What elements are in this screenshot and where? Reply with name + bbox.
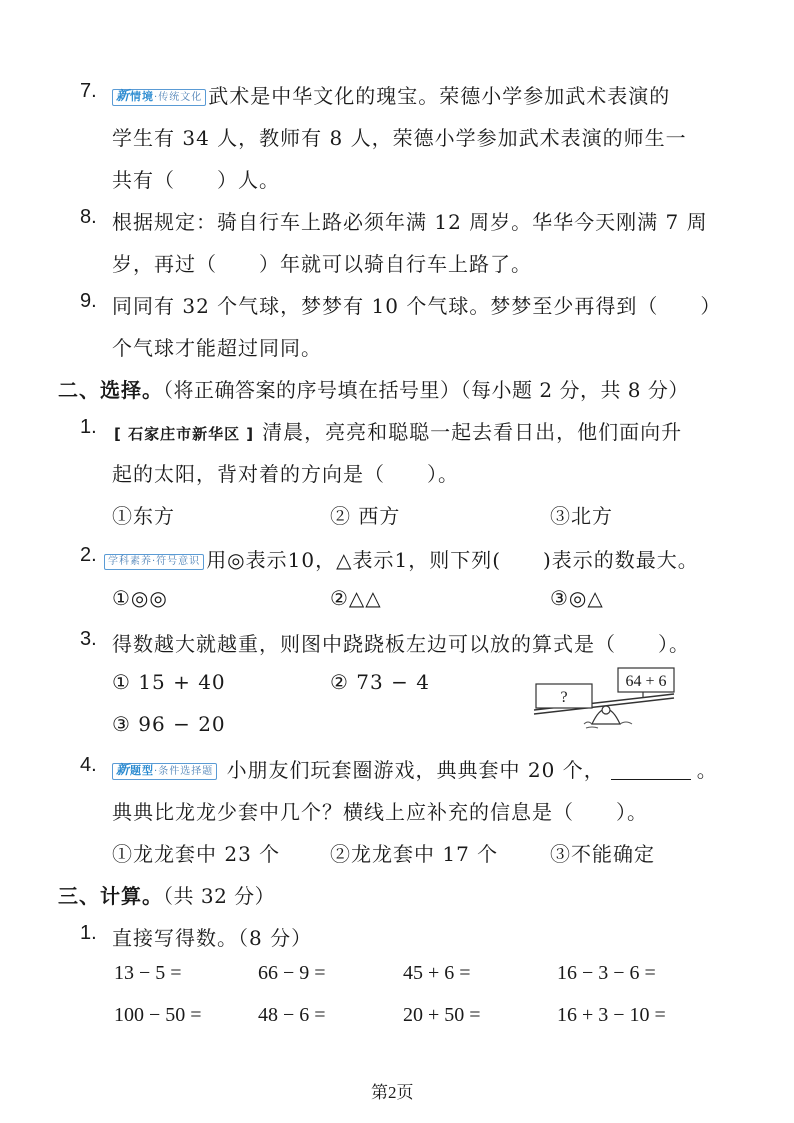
- choice-1-option-1: ①东方: [112, 504, 175, 528]
- section-heading-calc: 三、计算。（共 32 分）: [58, 884, 276, 908]
- question-number: 8.: [80, 206, 97, 228]
- section-heading-choice: 二、选择。（将正确答案的序号填在括号里）（每小题 2 分，共 8 分）: [58, 378, 689, 402]
- question-8-line-1: 根据规定：骑自行车上路必须年满 12 周岁。华华今天刚满 7 周: [112, 210, 708, 234]
- question-7-line-2: 学生有 34 人，教师有 8 人，荣德小学参加武术表演的师生一: [112, 126, 687, 150]
- question-7-line-1: 新情境·传统文化 武术是中华文化的瑰宝。荣德小学参加武术表演的: [112, 80, 670, 109]
- calc-item: 20 + 50 =: [403, 1004, 481, 1026]
- choice-2-option-2: ②△△: [330, 586, 382, 610]
- calc-item: 13 − 5 =: [114, 962, 182, 984]
- choice-1-option-2: ② 西方: [330, 504, 401, 528]
- question-number: 9.: [80, 290, 97, 312]
- choice-3-option-2: ② 73 − 4: [330, 670, 430, 694]
- choice-2-option-3: ③◎△: [550, 586, 604, 610]
- seesaw-right-label: 64 + 6: [625, 673, 667, 690]
- choice-4-option-2: ②龙龙套中 17 个: [330, 842, 499, 866]
- choice-4-line-2: 典典比龙龙少套中几个？横线上应补充的信息是（ ）。: [112, 800, 648, 824]
- context-tag: 新情境·传统文化: [112, 89, 206, 106]
- question-number: 3.: [80, 628, 97, 650]
- calc-subtitle: 直接写得数。（8 分）: [112, 926, 313, 950]
- region-tag: [ 石家庄市新华区 ]: [114, 425, 255, 443]
- question-number: 1.: [80, 416, 97, 438]
- answer-blank-line[interactable]: [611, 761, 691, 780]
- question-9-line-2: 个气球才能超过同同。: [112, 336, 322, 360]
- choice-4-option-1: ①龙龙套中 23 个: [112, 842, 281, 866]
- question-7-line-3: 共有（ ）人。: [112, 168, 280, 192]
- calc-item: 45 + 6 =: [403, 962, 471, 984]
- choice-2-line-1: 学科素养·符号意识 用◎表示10，△表示1，则下列( )表示的数最大。: [104, 544, 699, 573]
- choice-2-option-1: ①◎◎: [112, 586, 168, 610]
- seesaw-illustration: [528, 662, 678, 742]
- choice-1-line-1: [ 石家庄市新华区 ] 清晨，亮亮和聪聪一起去看日出，他们面向升: [114, 420, 683, 444]
- literacy-tag: 学科素养·符号意识: [104, 554, 204, 570]
- calc-item: 16 − 3 − 6 =: [557, 962, 656, 984]
- choice-1-option-3: ③北方: [550, 504, 613, 528]
- question-number: 2.: [80, 544, 97, 566]
- choice-3-option-1: ① 15 + 40: [112, 670, 226, 694]
- question-number: 4.: [80, 754, 97, 776]
- choice-3-line-1: 得数越大就越重，则图中跷跷板左边可以放的算式是（ ）。: [112, 632, 690, 656]
- question-8-line-2: 岁，再过（ ）年就可以骑自行车上路了。: [112, 252, 532, 276]
- calc-item: 16 + 3 − 10 =: [557, 1004, 666, 1026]
- calc-item: 66 − 9 =: [258, 962, 326, 984]
- question-number: 7.: [80, 80, 97, 102]
- new-type-tag: 新题型·条件选择题: [112, 763, 217, 780]
- choice-4-line-1: 新题型·条件选择题 小朋友们玩套圈游戏，典典套中 20 个， 。: [112, 754, 718, 783]
- choice-1-line-2: 起的太阳，背对着的方向是（ ）。: [112, 462, 459, 486]
- calc-item: 48 − 6 =: [258, 1004, 326, 1026]
- question-9-line-1: 同同有 32 个气球，梦梦有 10 个气球。梦梦至少再得到（ ）: [112, 294, 722, 318]
- question-number: 1.: [80, 922, 97, 944]
- calc-item: 100 − 50 =: [114, 1004, 202, 1026]
- choice-4-option-3: ③不能确定: [550, 842, 655, 866]
- choice-3-option-3: ③ 96 − 20: [112, 712, 226, 736]
- seesaw-left-label: ?: [560, 689, 568, 706]
- page-number: 第2页: [371, 1083, 414, 1102]
